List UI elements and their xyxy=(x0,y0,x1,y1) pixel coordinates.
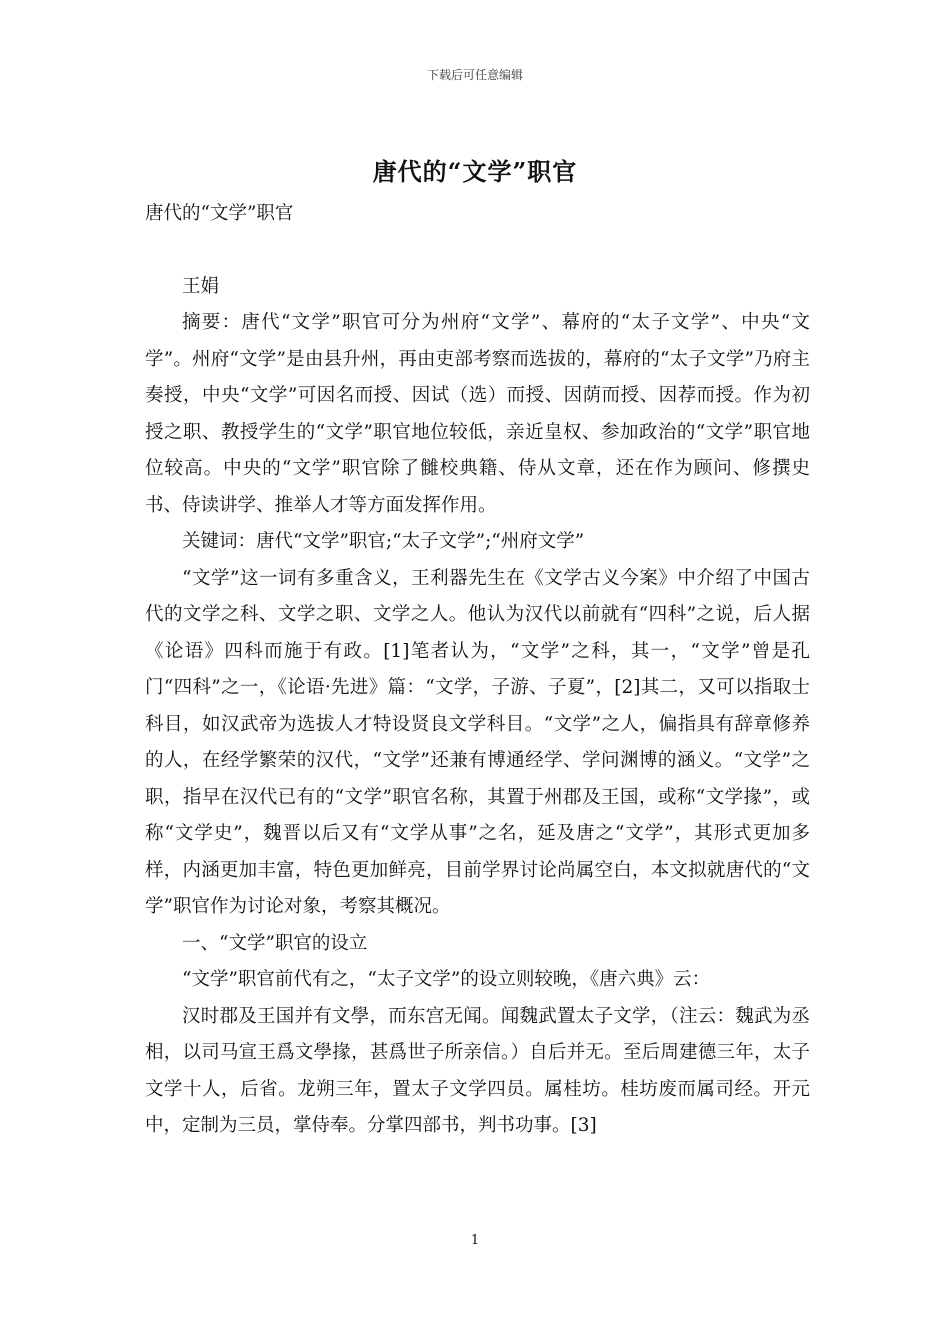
header-note: 下载后可任意编辑 xyxy=(426,68,523,82)
document-title: 唐代的“文学”职官 xyxy=(372,157,578,186)
blank-line xyxy=(145,233,810,269)
quote-paragraph: 汉时郡及王国并有文學，而东宫无闻。闻魏武置太子文学，（注云：魏武为丞相，以司马宣王爲文學掾，甚爲世子所亲信。）自后并无。至后周建德三年，太子文学十人，后省。龙朔三年，置太子文学四员。属桂坊。桂坊废而属司经。开元中，定制为三员，掌侍奉。分掌四部书，判书功事。[3] xyxy=(145,1005,810,1136)
intro-paragraph: “文学”这一词有多重含义，王利器先生在《文学古义今案》中介绍了中国古代的文学之科、文学之职、文学之人。他认为汉代以前就有“四科”之说，后人据《论语》四科而施于有政。[1]笔者认为，“文学”之科，其一，“文学”曾是孔门“四科”之一，《论语·先进》篇：“文学，子游、子夏”，[2]其二，又可以指取士科目，如汉武帝为选拔人才特设贤良文学科目。“文学”之人，偏指具有辞章修养的人，在经学繁荣的汉代，“文学”还兼有博通经学、学问渊博的涵义。“文学”之职，指早在汉代已有的“文学”职官名称，其置于州郡及王国，或称“文学掾”，或称“文学史”，魏晋以后又有“文学从事”之名，延及唐之“文学”，其形式更加多样，内涵更加丰富，特色更加鲜亮，目前学界讨论尚属空白，本文拟就唐代的“文学”职官作为讨论对象，考察其概况。 xyxy=(145,567,810,917)
author-name: 王娟 xyxy=(182,275,220,297)
abstract-paragraph: 摘要：唐代“文学”职官可分为州府“文学”、幕府的“太子文学”、中央“文学”。州府“文学”是由县升州，再由吏部考察而选拔的，幕府的“太子文学”乃府主奏授，中央“文学”可因名而授、因试（选）而授、因荫而授、因荐而授。作为初授之职、教授学生的“文学”职官地位较低，亲近皇权、参加政治的“文学”职官地位较高。中央的“文学”职官除了雠校典籍、侍从文章，还在作为顾问、修撰史书、侍读讲学、推举人才等方面发挥作用。 xyxy=(145,312,810,516)
section-intro-paragraph: “文学”职官前代有之，“太子文学”的设立则较晚，《唐六典》云： xyxy=(182,969,711,990)
section-heading: 一、“文学”职官的设立 xyxy=(182,932,368,954)
keywords-paragraph: 关键词：唐代“文学”职官;“太子文学”;“州府文学” xyxy=(182,531,585,552)
document-body xyxy=(145,196,810,1145)
document-subtitle: 唐代的“文学”职官 xyxy=(145,203,294,224)
page-number: 1 xyxy=(470,1233,480,1248)
